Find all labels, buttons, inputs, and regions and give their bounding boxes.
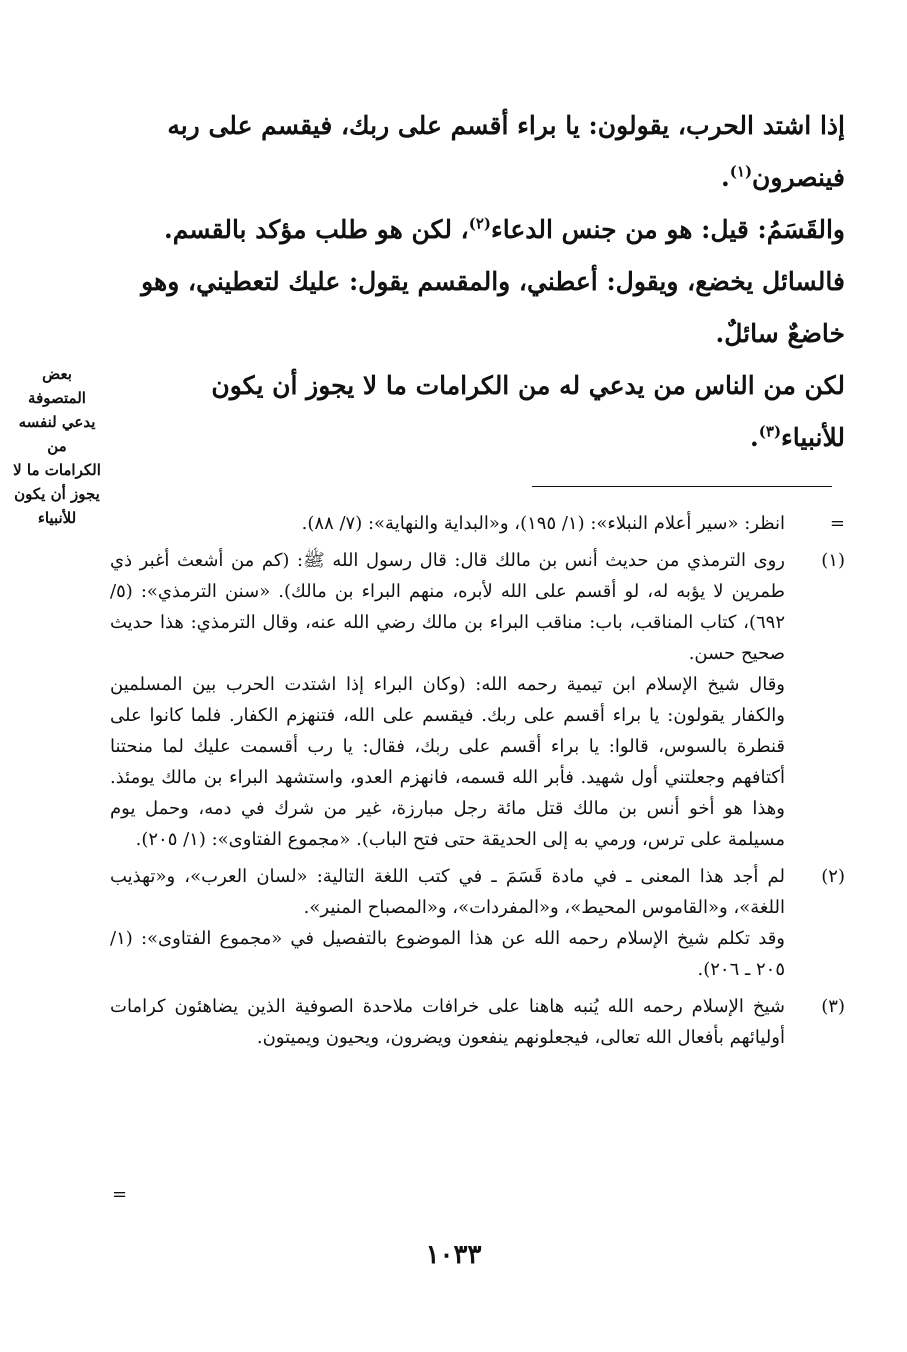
footnote-separator bbox=[532, 486, 832, 487]
main-line: والقَسَمُ: قيل: هو من جنس الدعاء$^{(٢)}$، لكن هو طلب مؤكد بالقسم. bbox=[164, 214, 845, 244]
footnote-number: (٢) bbox=[821, 866, 845, 887]
footnote-3: (٣) شيخ الإسلام رحمه الله يُنبه هاهنا على خرافات ملاحدة الصوفية الذين يضاهئون كرامات أوليائهم بأفعال الله تعالى، فيجعلونهم ينفعون ويضرون، ويحيون ويميتون. bbox=[110, 991, 845, 1053]
footnote-1: (١) روى الترمذي من حديث أنس بن مالك قال: قال رسول الله ﷺ: (كم من أشعث أغبر ذي طمرين لا يؤبه له، لو أقسم على الله لأبره، منهم البراء بن مالك). «سنن الترمذي»: (٥/ ٦٩٢)، كتاب المناقب، باب: مناقب البراء بن مالك رضي الله عنه، وقال الترمذي: هذا حديث صحيح حسن. وقال شيخ الإسلام ابن تيمية رحمه الله: (وكان البراء إذا اشتدت الحرب بين المسلمين والكفار يقولون: يا براء أقسم على ربك. فيقسم على الله، فتنهزم الكفار. فلما كانوا على قنطرة بالسوس، قالوا: يا براء أقسم على ربك، فقال: يا رب أقسمت عليك لما منحتنا أكتافهم وجعلتني أول شهيد. فأبر الله قسمه، فانهزم العدو، واستشهد البراء بن مالك يومئذ. وهذا هو أخو أنس بن مالك قتل مائة رجل مبارزة، غير من شرك في دمه، وحمل يوم مسيلمة على ترس، ورمي به إلى الحديقة حتى فتح الباب). «مجموع الفتاوى»: (١/ ٢٠٥). bbox=[110, 545, 845, 855]
footnote-ref: (١) bbox=[729, 162, 753, 181]
main-line: لكن من الناس من يدعي له من الكرامات ما لا يجوز أن يكون bbox=[211, 371, 845, 400]
footnotes bbox=[110, 508, 845, 1053]
footnote-ref: (٣) bbox=[758, 422, 782, 441]
continuation-marker: = bbox=[112, 1184, 128, 1205]
footnote-ref: (٢) bbox=[468, 214, 491, 233]
footnote-number: (٣) bbox=[821, 996, 845, 1017]
main-text bbox=[110, 100, 845, 464]
main-line: إذا اشتد الحرب، يقولون: يا براء أقسم على ربك، فيقسم على ربه bbox=[167, 111, 845, 140]
footnote-number: (١) bbox=[821, 550, 845, 571]
margin-note: بعض المتصوفة يدعي لنفسه من الكرامات ما لا يجوز أن يكون للأنبياء bbox=[13, 365, 101, 527]
main-line: فينصرون$^{(١)}$. bbox=[721, 162, 845, 192]
footnote-2: (٢) لم أجد هذا المعنى ـ في مادة قَسَمَ ـ في كتب اللغة التالية: «لسان العرب»، و«تهذيب اللغة»، و«القاموس المحيط»، و«المفردات»، و«المصباح المنير». وقد تكلم شيخ الإسلام رحمه الله عن هذا الموضوع بالتفصيل في «مجموع الفتاوى»: (١/ ٢٠٥ ـ ٢٠٦). bbox=[110, 861, 845, 985]
main-line: خاضعٌ سائلٌ. bbox=[715, 319, 845, 348]
footnote-carryover: = انظر: «سير أعلام النبلاء»: (١/ ١٩٥)، و«البداية والنهاية»: (٧/ ٨٨). bbox=[301, 513, 845, 534]
main-line: فالسائل يخضع، ويقول: أعطني، والمقسم يقول: عليك لتعطيني، وهو bbox=[141, 267, 845, 296]
page-number: ١٠٣٣ bbox=[425, 1240, 482, 1270]
main-line: للأنبياء$^{(٣)}$. bbox=[750, 422, 845, 452]
